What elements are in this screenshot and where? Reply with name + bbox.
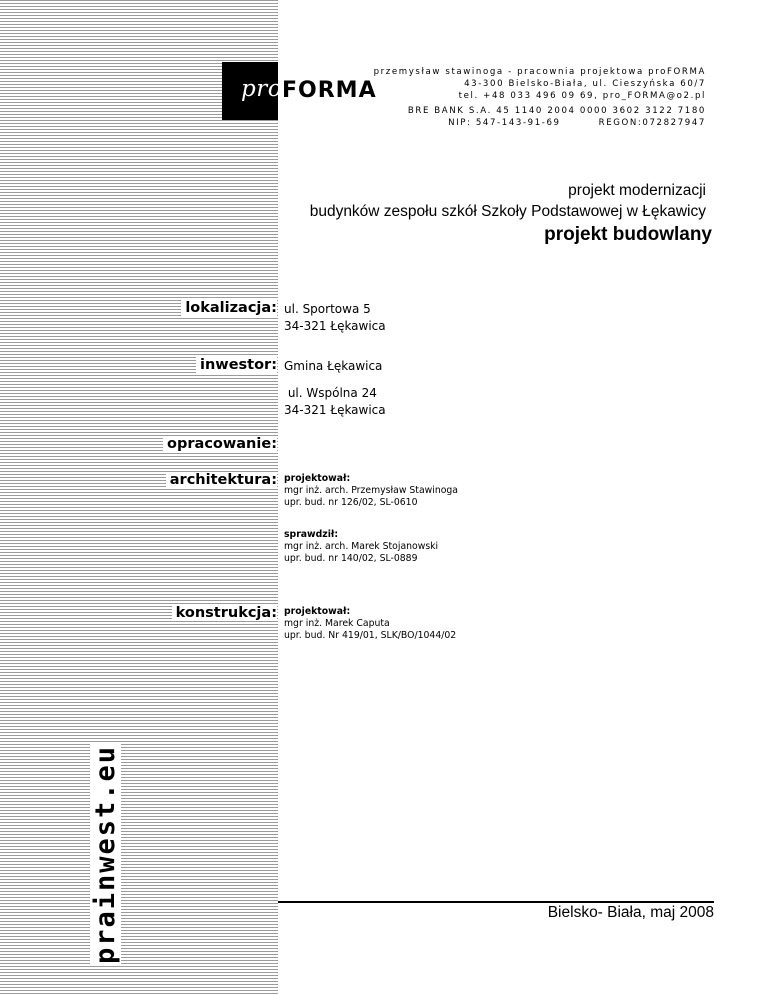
proforma-logo: [222, 62, 398, 120]
company-contact-line: tel. +48 033 496 09 69, pro_FORMA@o2.pl: [458, 91, 706, 101]
footer-divider: [278, 901, 714, 903]
inwestor-label: inwestor:: [196, 357, 277, 373]
architektura-designed-name: mgr inż. arch. Przemysław Stawinoga: [284, 485, 459, 496]
architektura-checker: [284, 529, 438, 565]
lokalizacja-street: ul. Sportowa 5: [284, 302, 371, 316]
logo-forma-text: FORMA: [282, 78, 377, 103]
inwestor-street: ul. Wspólna 24: [284, 386, 377, 400]
regon-number: REGON:072827947: [598, 118, 706, 128]
company-info: [374, 66, 706, 102]
project-type: projekt budowlany: [544, 224, 712, 245]
inwestor-address: [284, 385, 386, 419]
architektura-designed-label: projektował:: [284, 473, 351, 484]
inwestor-city: 34-321 Łękawica: [284, 403, 386, 417]
left-striped-band: [0, 0, 278, 994]
watermark-brand: prainwest.eu: [90, 744, 121, 964]
lokalizacja-value: [284, 301, 386, 335]
konstrukcja-designed-license: upr. bud. Nr 419/01, SLK/BO/1044/02: [284, 630, 457, 641]
architektura-checked-license: upr. bud. nr 140/02, SL-0889: [284, 553, 418, 564]
architektura-checked-name: mgr inż. arch. Marek Stojanowski: [284, 541, 439, 552]
bank-account: BRE BANK S.A. 45 1140 2004 0000 3602 3122 7180: [407, 106, 706, 116]
place-and-date: Bielsko- Biała, maj 2008: [547, 904, 714, 921]
konstrukcja-designer: [284, 606, 456, 642]
project-title-line1: projekt modernizacji: [568, 182, 706, 199]
architektura-designed-license: upr. bud. nr 126/02, SL-0610: [284, 497, 418, 508]
opracowanie-label: opracowanie:: [163, 436, 277, 452]
lokalizacja-label: lokalizacja:: [181, 300, 277, 316]
konstrukcja-designed-name: mgr inż. Marek Caputa: [284, 618, 390, 629]
project-title: [310, 180, 706, 222]
company-address-line: 43-300 Bielsko-Biała, ul. Cieszyńska 60/7: [464, 79, 706, 89]
architektura-label: architektura:: [166, 472, 277, 488]
architektura-designer: [284, 473, 458, 509]
nip-number: NIP: 547-143-91-69: [448, 118, 561, 128]
inwestor-name: Gmina Łękawica: [284, 359, 383, 373]
company-name-line: przemysław stawinoga - pracownia projektowa proFORMA: [373, 67, 706, 77]
konstrukcja-label: konstrukcja:: [172, 605, 277, 621]
bank-info: [408, 105, 706, 129]
konstrukcja-designed-label: projektował:: [284, 606, 351, 617]
lokalizacja-city: 34-321 Łękawica: [284, 319, 386, 333]
tax-ids: [408, 117, 706, 129]
logo-pro-text: pro: [241, 76, 283, 102]
project-title-line2: budynków zespołu szkół Szkoły Podstawowej w Łękawicy: [309, 203, 706, 220]
architektura-checked-label: sprawdził:: [284, 529, 339, 540]
